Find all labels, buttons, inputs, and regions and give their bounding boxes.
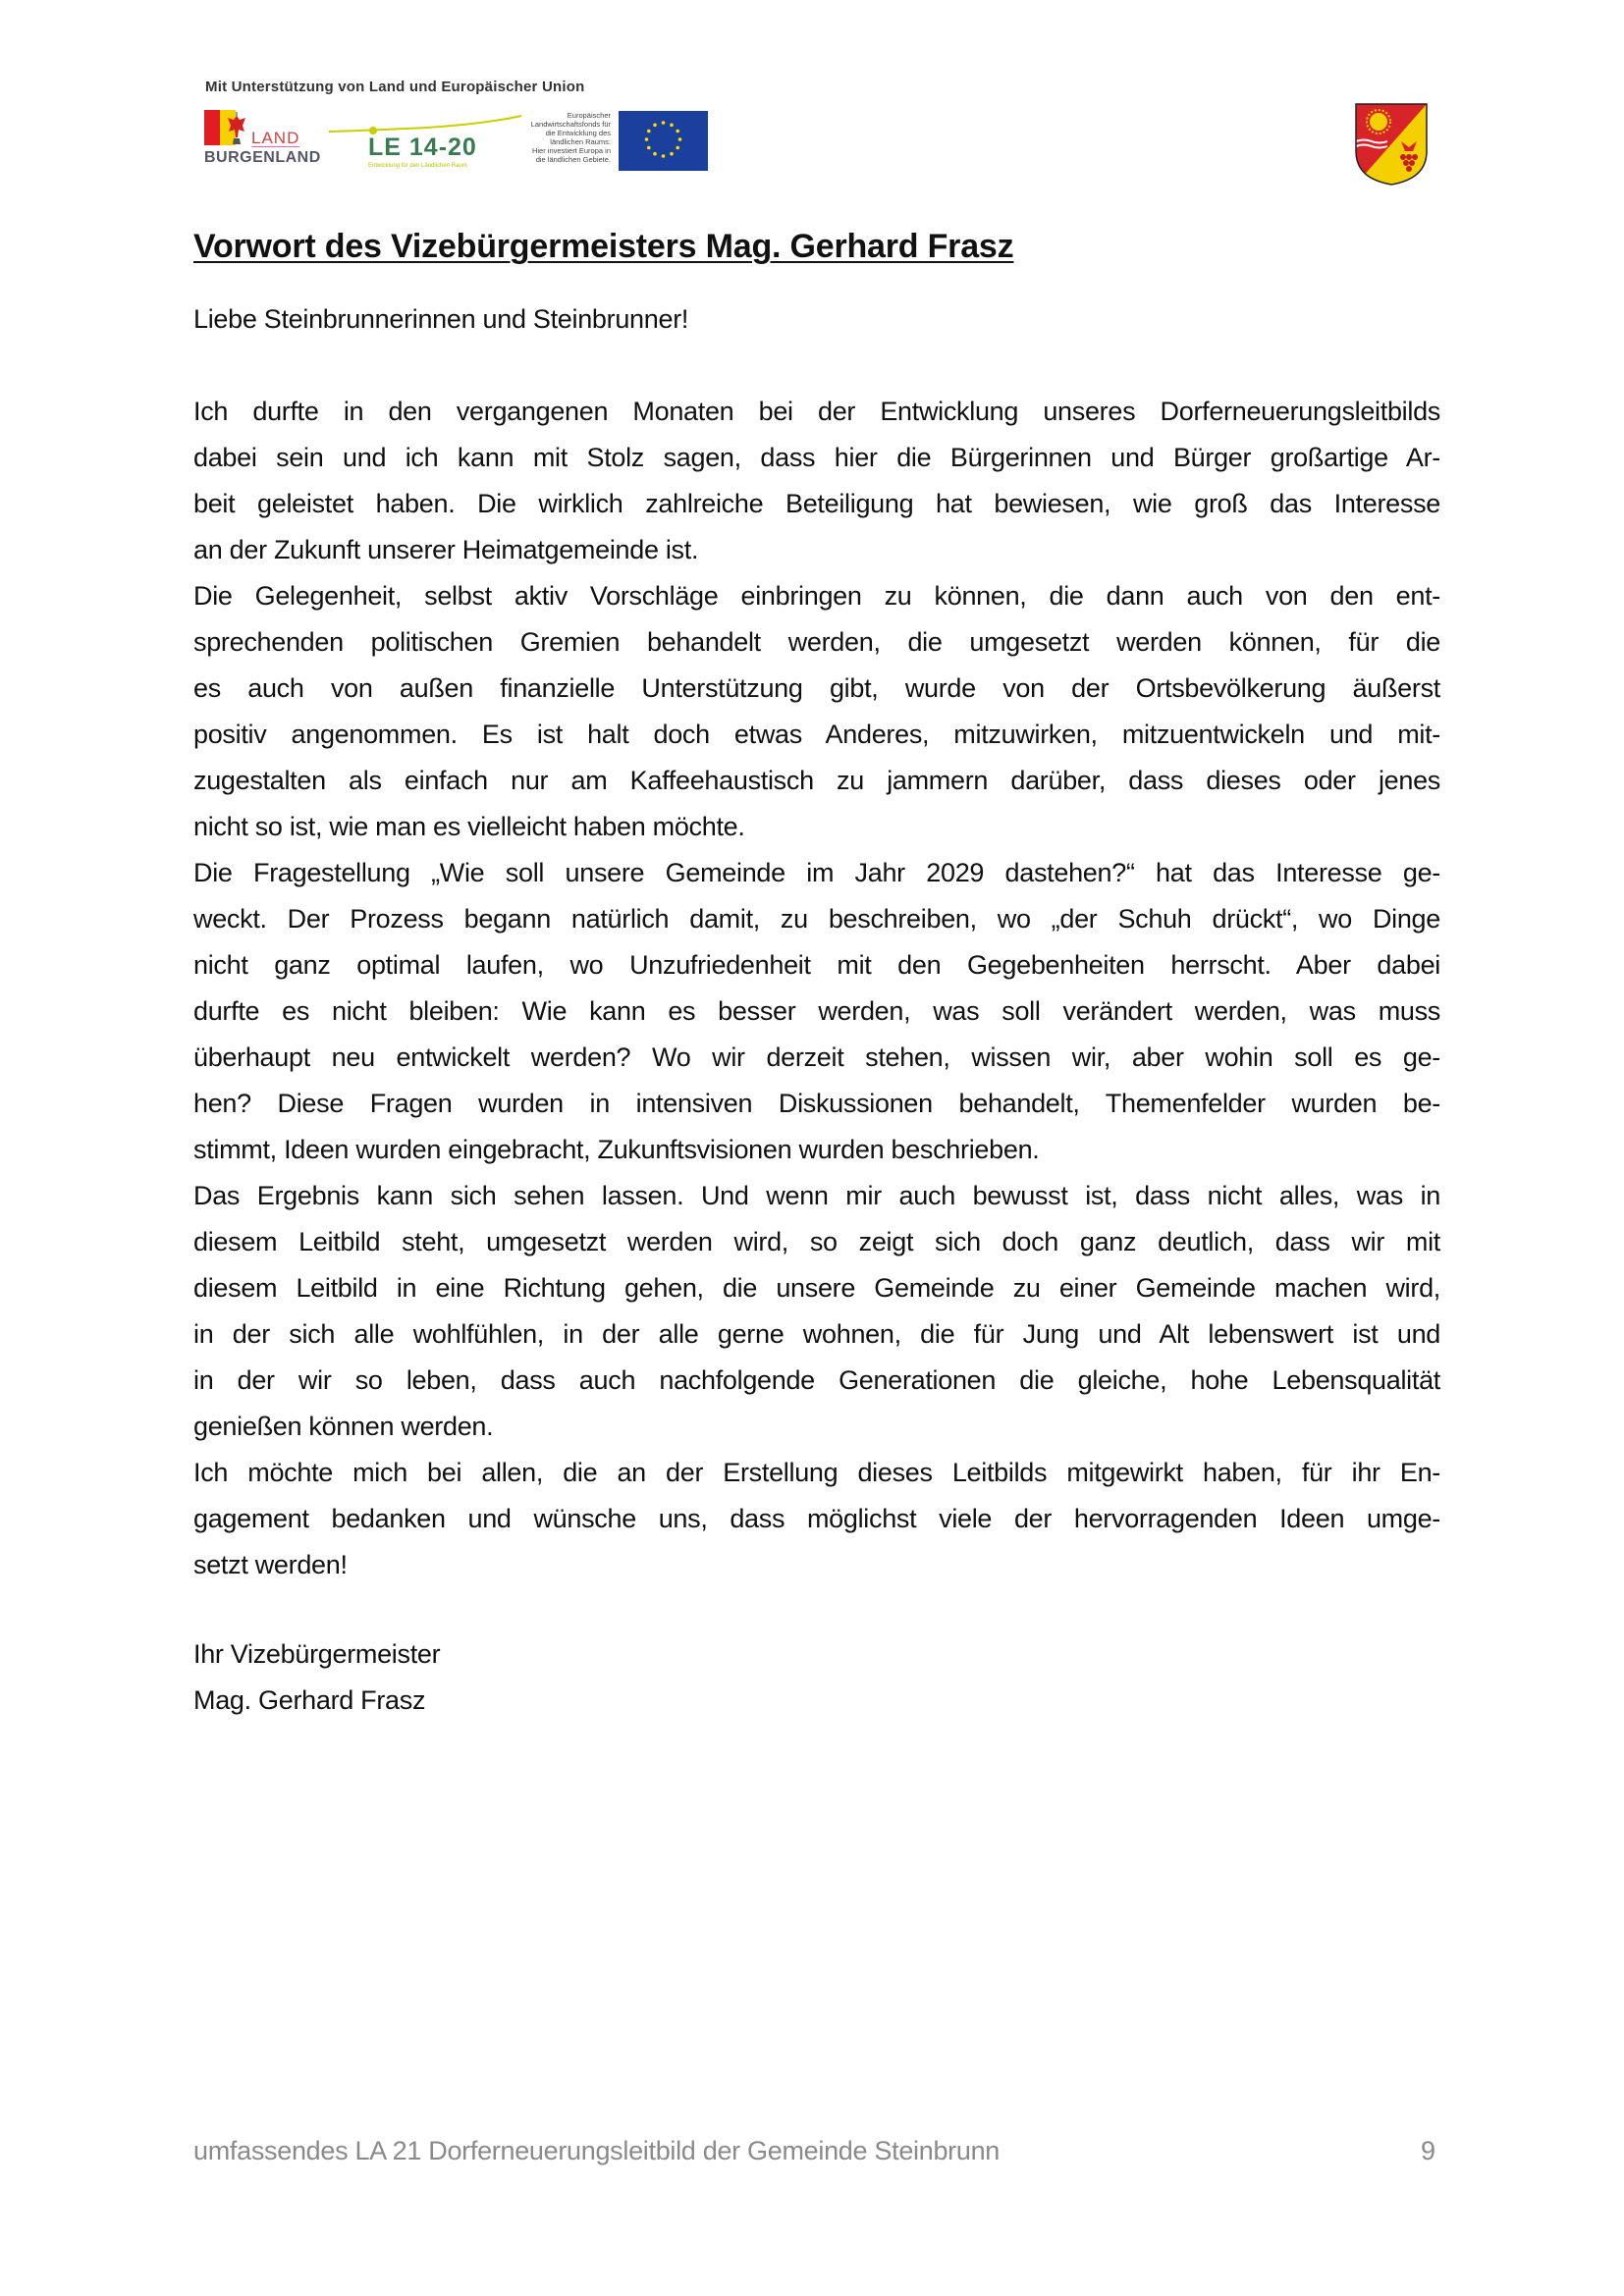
- body-line: stimmt, Ideen wurden eingebracht, Zukunftsvisionen wurden beschrieben.: [193, 1135, 1040, 1164]
- body-line: positiv angenommen. Es ist halt doch etwas Anderes, mitzuwirken, mitzuentwickeln und mit-: [193, 720, 1440, 749]
- body-line: überhaupt neu entwickelt werden? Wo wir derzeit stehen, wissen wir, aber wohin soll es ge-: [193, 1042, 1440, 1072]
- burgenland-land-text: LAND: [251, 129, 300, 147]
- body-line: nicht ganz optimal laufen, wo Unzufriedenheit mit den Gegebenheiten herrscht. Aber dabei: [193, 950, 1440, 980]
- body-line: durfte es nicht bleiben: Wie kann es besser werden, was soll verändert werden, was muss: [193, 996, 1440, 1026]
- body-line: genießen können werden.: [193, 1412, 494, 1441]
- signoff-name: Mag. Gerhard Frasz: [193, 1685, 426, 1715]
- steinbrunn-coat-of-arms-icon: [1354, 102, 1429, 187]
- body-text: [193, 389, 1440, 1588]
- signoff: [193, 1631, 1440, 1724]
- body-line: in der sich alle wohlfühlen, in der alle gerne wohnen, die für Jung und Alt lebenswert ist und: [193, 1319, 1440, 1349]
- body-line: Das Ergebnis kann sich sehen lassen. Und wenn mir auch bewusst ist, dass nicht alles, was in: [193, 1181, 1440, 1210]
- le-14-20-logo: [329, 114, 525, 173]
- body-line: hen? Diese Fragen wurden in intensiven Diskussionen behandelt, Themenfelder wurden be-: [193, 1089, 1440, 1118]
- body-line: es auch von außen finanzielle Unterstützung gibt, wurde von der Ortsbevölkerung äußerst: [193, 673, 1440, 703]
- body-line: nicht so ist, wie man es vielleicht haben möchte.: [193, 812, 745, 841]
- body-line: an der Zukunft unserer Heimatgemeinde ist.: [193, 535, 699, 564]
- body-line: diesem Leitbild in eine Richtung gehen, die unsere Gemeinde zu einer Gemeinde machen wird,: [193, 1273, 1440, 1303]
- body-line: zugestalten als einfach nur am Kaffeehaustisch zu jammern darüber, dass dieses oder jenes: [193, 766, 1440, 795]
- body-line: Ich durfte in den vergangenen Monaten bei der Entwicklung unseres Dorferneuerungsleitbilds: [193, 397, 1440, 426]
- burgenland-flag-red: [204, 110, 220, 145]
- footer-text: umfassendes LA 21 Dorferneuerungsleitbild der Gemeinde Steinbrunn: [193, 2136, 1001, 2165]
- eu-text-line: Hier investiert Europa in: [531, 146, 611, 155]
- eagle-icon: [226, 112, 247, 145]
- support-line: Mit Unterstützung von Land und Europäischer Union: [205, 79, 585, 95]
- eu-text-line: Europäischer: [567, 111, 611, 120]
- body-line: gagement bedanken und wünsche uns, dass möglichst viele der hervorragenden Ideen umge-: [193, 1504, 1440, 1533]
- page-number: 9: [1421, 2136, 1436, 2165]
- body-line: weckt. Der Prozess begann natürlich damit, zu beschreiben, wo „der Schuh drückt“, wo Dinge: [193, 904, 1440, 934]
- le-subtitle: Entwicklung für den Ländlichen Raum: [368, 163, 467, 169]
- page-title: Vorwort des Vizebürgermeisters Mag. Gerhard Frasz: [193, 228, 1014, 265]
- burgenland-name-text: BURGENLAND: [204, 149, 321, 166]
- greeting-text: Liebe Steinbrunnerinnen und Steinbrunner!: [193, 304, 689, 334]
- body-line: setzt werden!: [193, 1550, 348, 1579]
- body-line: Die Fragestellung „Wie soll unsere Gemeinde im Jahr 2029 dastehen?“ hat das Interesse ge-: [193, 858, 1440, 887]
- eu-text-line: ländlichen Raums:: [550, 137, 611, 146]
- body-line: sprechenden politischen Gremien behandelt werden, die umgesetzt werden können, für die: [193, 627, 1440, 657]
- body-line: dabei sein und ich kann mit Stolz sagen, dass hier die Bürgerinnen und Bürger großartige Ar-: [193, 443, 1440, 472]
- eu-fund-text: [520, 111, 611, 164]
- body-line: Ich möchte mich bei allen, die an der Erstellung dieses Leitbilds mitgewirkt haben, für ihr En-: [193, 1458, 1440, 1487]
- eu-text-line: Landwirtschaftsfonds für: [530, 120, 611, 129]
- le-title: LE 14-20: [368, 133, 477, 161]
- body-line: beit geleistet haben. Die wirklich zahlreiche Beteiligung hat bewiesen, wie groß das Interesse: [193, 489, 1440, 518]
- signoff-role: Ihr Vizebürgermeister: [193, 1639, 441, 1669]
- burgenland-logo: [204, 110, 320, 171]
- eu-text-line: die Entwicklung des: [545, 129, 611, 137]
- body-line: diesem Leitbild steht, umgesetzt werden wird, so zeigt sich doch ganz deutlich, dass wir mit: [193, 1227, 1440, 1256]
- body-line: Die Gelegenheit, selbst aktiv Vorschläge einbringen zu können, die dann auch von den ent-: [193, 581, 1440, 611]
- eu-flag-icon: [619, 111, 708, 171]
- body-line: in der wir so leben, dass auch nachfolgende Generationen die gleiche, hohe Lebensqualität: [193, 1365, 1440, 1395]
- greeting: [193, 296, 1440, 343]
- eu-text-line: die ländlichen Gebiete.: [535, 155, 611, 164]
